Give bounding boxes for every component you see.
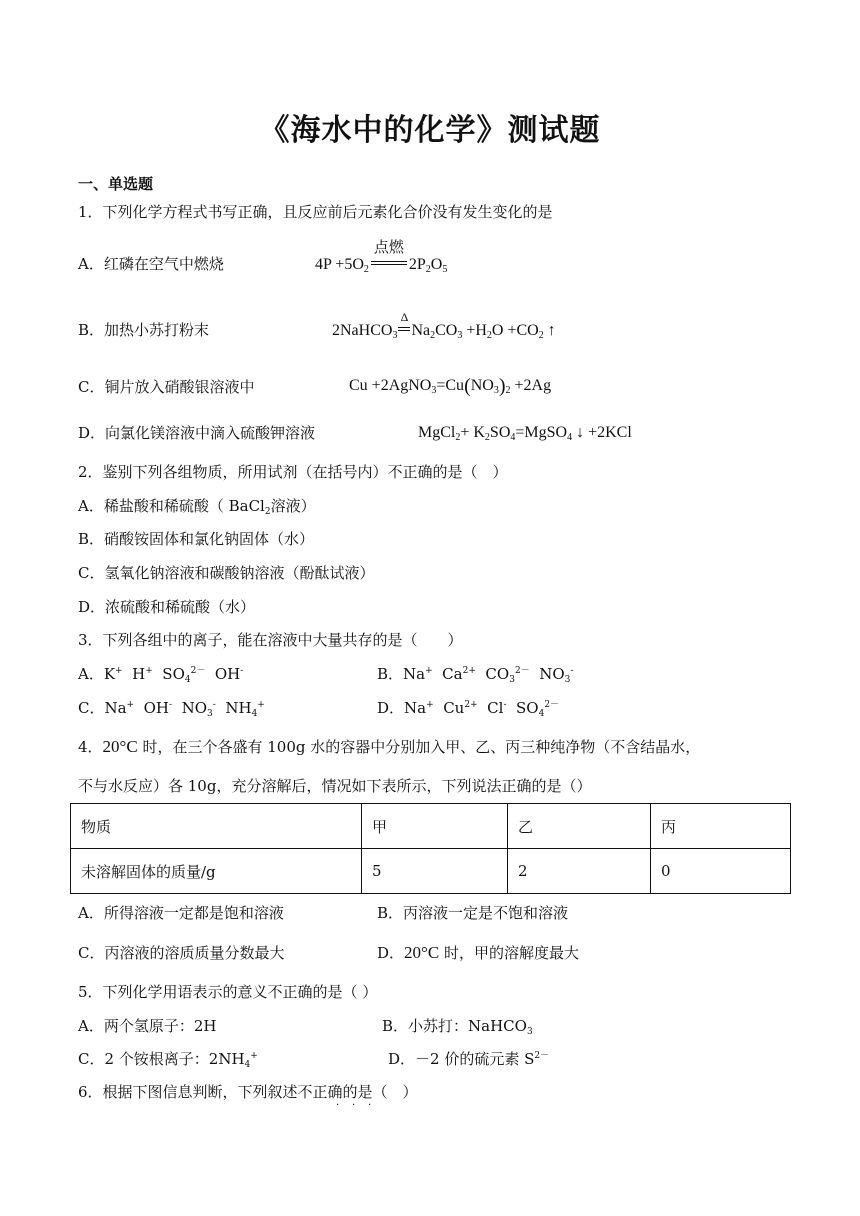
solubility-table	[70, 803, 791, 894]
q1-option-b: B．加热小苏打粉末	[78, 321, 210, 339]
q4-option-b: B．丙溶液一定是不饱和溶液	[377, 904, 569, 922]
q5-option-d: D．－2 价的硫元素 $S^{2-}$	[388, 1050, 550, 1068]
q5-option-a: A．两个氢原子：2H	[78, 1017, 217, 1035]
q3-stem: 3．下列各组中的离子，能在溶液中大量共存的是（ ）	[78, 631, 463, 649]
q1-option-a: A．红磷在空气中燃烧	[78, 255, 224, 273]
table-header-row	[71, 804, 791, 849]
emphasis-dot: ·	[368, 1100, 372, 1111]
q3-option-a: A．K+ H+ $SO_4^{2-}$ OH-	[78, 665, 244, 685]
table-cell: 5	[362, 849, 508, 894]
q2-option-b: B．硝酸铵固体和氯化钠固体（水）	[78, 530, 315, 548]
table-header-cell: 物质	[71, 804, 362, 849]
q5-option-c: C．2 个铵根离子：$2NH_4^+$	[78, 1050, 258, 1070]
q2-option-c: C．氢氧化钠溶液和碳酸钠溶液（酚酞试液）	[78, 564, 375, 582]
section-heading: 一、单选题	[78, 175, 154, 193]
table-header-cell: 甲	[362, 804, 508, 849]
q1-equation-a: $4P +5O_2$ 点燃 $2P_2O_5$	[315, 238, 448, 275]
table-cell: 未溶解固体的质量/g	[71, 849, 362, 894]
q5-stem: 5．下列化学用语表示的意义不正确的是（ ）	[78, 983, 378, 1001]
emphasis-dot: ·	[352, 1100, 356, 1111]
q2-option-d: D．浓硫酸和稀硫酸（水）	[78, 598, 256, 616]
table-cell: 0	[651, 849, 791, 894]
q4-option-d: D．20°C 时，甲的溶解度最大	[377, 943, 579, 962]
table-header-cell: 乙	[508, 804, 651, 849]
q1-stem: 1．下列化学方程式书写正确，且反应前后元素化合价没有发生变化的是	[78, 203, 553, 221]
q4-option-c: C．丙溶液的溶质质量分数最大	[78, 944, 285, 962]
table-row	[71, 849, 791, 894]
q2-option-a: A．稀盐酸和稀硫酸（ BaCl$_2$溶液）	[78, 497, 316, 517]
q4-option-a: A．所得溶液一定都是饱和溶液	[78, 904, 284, 922]
q1-equation-d: MgCl$_2$+ $K_2SO_4=MgSO_4$ ↓ +2KCl	[418, 424, 632, 443]
q6-stem: 6．根据下图信息判断，下列叙述不正确的是（ ）	[78, 1083, 418, 1101]
q1-equation-c: $Cu +2AgNO_3=Cu(NO_3)_2 +2Ag$	[349, 375, 552, 397]
page-title: 《海水中的化学》测试题	[259, 113, 601, 148]
q3-option-d: D．Na+ $Cu^{2+}$ Cl- $SO_4^{2-}$	[377, 699, 560, 719]
q5-option-b: B．小苏打：NaHCO$_3$	[382, 1017, 533, 1037]
table-cell: 2	[508, 849, 651, 894]
q4-stem-cont: 不与水反应）各 10g，充分溶解后，情况如下表所示，下列说法正确的是（）	[78, 777, 592, 795]
q4-stem: 4．20°C 时，在三个各盛有 100g 水的容器中分别加入甲、乙、丙三种纯净物（不含结晶水，	[78, 737, 701, 756]
q1-option-c: C．铜片放入硝酸银溶液中	[78, 378, 255, 396]
q1-equation-b: 2NaHCO$_3$ Δ $Na_2CO_3 +H_2O +CO_2$ ↑	[332, 321, 556, 341]
q3-option-b: B．Na+ $Ca^{2+}$ $CO_3^{2-}$ $NO_3^-$	[377, 665, 574, 685]
q3-option-c: C．Na+ OH- $NO_3^-$ $NH_4^+$	[78, 699, 265, 719]
emphasis-dot: ·	[336, 1100, 340, 1111]
q1-option-d: D．向氯化镁溶液中滴入硫酸钾溶液	[78, 424, 316, 442]
q2-stem: 2．鉴别下列各组物质，所用试剂（在括号内）不正确的是（ ）	[78, 463, 508, 481]
q1-a-condition: 点燃	[373, 238, 404, 256]
table-header-cell: 丙	[651, 804, 791, 849]
q1-b-condition: Δ	[400, 310, 409, 324]
